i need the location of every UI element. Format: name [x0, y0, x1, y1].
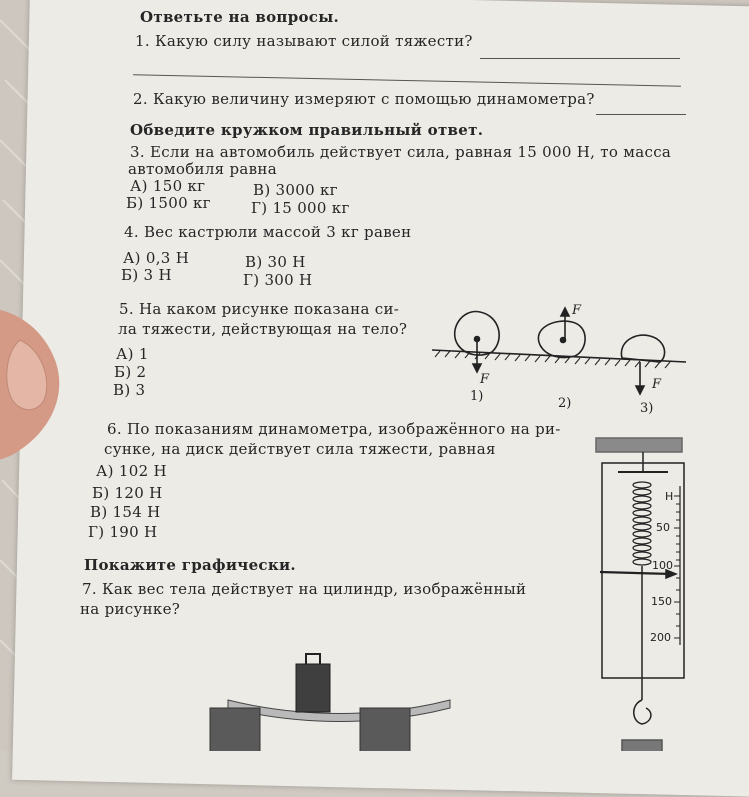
question-4: 4. Вес кастрюли массой 3 кг равен [124, 223, 412, 241]
question-7-line2: на рисунке? [80, 600, 181, 618]
section-heading-circle: Обведите кружком правильный ответ. [130, 121, 484, 139]
question-5-line1: 5. На каком рисунке показана си- [119, 300, 400, 318]
scale-label-150: 150 [651, 595, 672, 608]
q4-option-b[interactable]: Б) 3 Н [121, 266, 172, 284]
q5-option-c[interactable]: В) 3 [113, 381, 146, 399]
arrow-head-3 [636, 386, 644, 394]
q4-option-c[interactable]: В) 30 Н [245, 253, 306, 271]
question-6-line1: 6. По показаниям динамометра, изображённого на ри- [107, 420, 561, 438]
force-label-3: F [652, 377, 662, 392]
q6-option-b[interactable]: Б) 120 Н [92, 484, 163, 502]
cylinder-weight [296, 664, 330, 712]
q7-figure [210, 654, 450, 751]
bent-beam [228, 700, 450, 722]
support-right [360, 708, 410, 751]
q5-figure [432, 308, 686, 394]
question-2: 2. Какую величину измеряют с помощью динамометра? [133, 90, 595, 108]
support-left [210, 708, 260, 751]
spring-coil [633, 482, 651, 565]
bottom-hook [634, 700, 651, 724]
scale-label-100: 100 [652, 559, 673, 572]
figure-1-label: 1) [470, 389, 484, 404]
body-3 [621, 335, 664, 362]
force-label-1: F [480, 372, 490, 387]
arrow-head-1 [473, 364, 481, 372]
scale-ticks [674, 496, 680, 638]
scale-label-200: 200 [650, 631, 671, 644]
thumb [0, 300, 90, 470]
question-1: 1. Какую силу называют силой тяжести? [135, 32, 473, 50]
section-heading-graph: Покажите графически. [84, 556, 296, 574]
q3-option-b[interactable]: Б) 1500 кг [126, 194, 211, 212]
q4-option-a[interactable]: А) 0,3 Н [123, 249, 190, 267]
q3-option-a[interactable]: А) 150 кг [130, 177, 206, 195]
q3-option-c[interactable]: В) 3000 кг [253, 181, 338, 199]
question-3-line2: автомобиля равна [128, 160, 277, 178]
scale-unit: Н [665, 490, 674, 503]
figure-3-label: 3) [640, 401, 654, 416]
question-3-line1: 3. Если на автомобиль действует сила, равная 15 000 Н, то масса [130, 143, 672, 161]
q4-option-d[interactable]: Г) 300 Н [243, 271, 313, 289]
disk-weight [622, 740, 662, 751]
q6-option-d[interactable]: Г) 190 Н [88, 523, 158, 541]
dynamometer-mount [596, 438, 682, 452]
question-5-line2: ла тяжести, действующая на тело? [118, 320, 408, 338]
question-6-line2: сунке, на диск действует сила тяжести, равная [104, 440, 496, 458]
section-heading-answer: Ответьте на вопросы. [140, 8, 340, 26]
weight-hook [306, 654, 320, 664]
scale-label-50: 50 [656, 521, 670, 534]
q6-option-c[interactable]: В) 154 Н [90, 503, 161, 521]
pointer [600, 572, 672, 574]
figure-2-label: 2) [558, 396, 572, 411]
q3-option-d[interactable]: Г) 15 000 кг [251, 199, 350, 217]
force-label-2: F [572, 303, 582, 318]
arrow-head-2 [561, 308, 569, 316]
q6-option-a[interactable]: А) 102 Н [96, 462, 167, 480]
q5-option-b[interactable]: Б) 2 [114, 363, 147, 381]
q5-option-a[interactable]: А) 1 [116, 345, 149, 363]
question-7-line1: 7. Как вес тела действует на цилиндр, изображённый [82, 580, 527, 598]
